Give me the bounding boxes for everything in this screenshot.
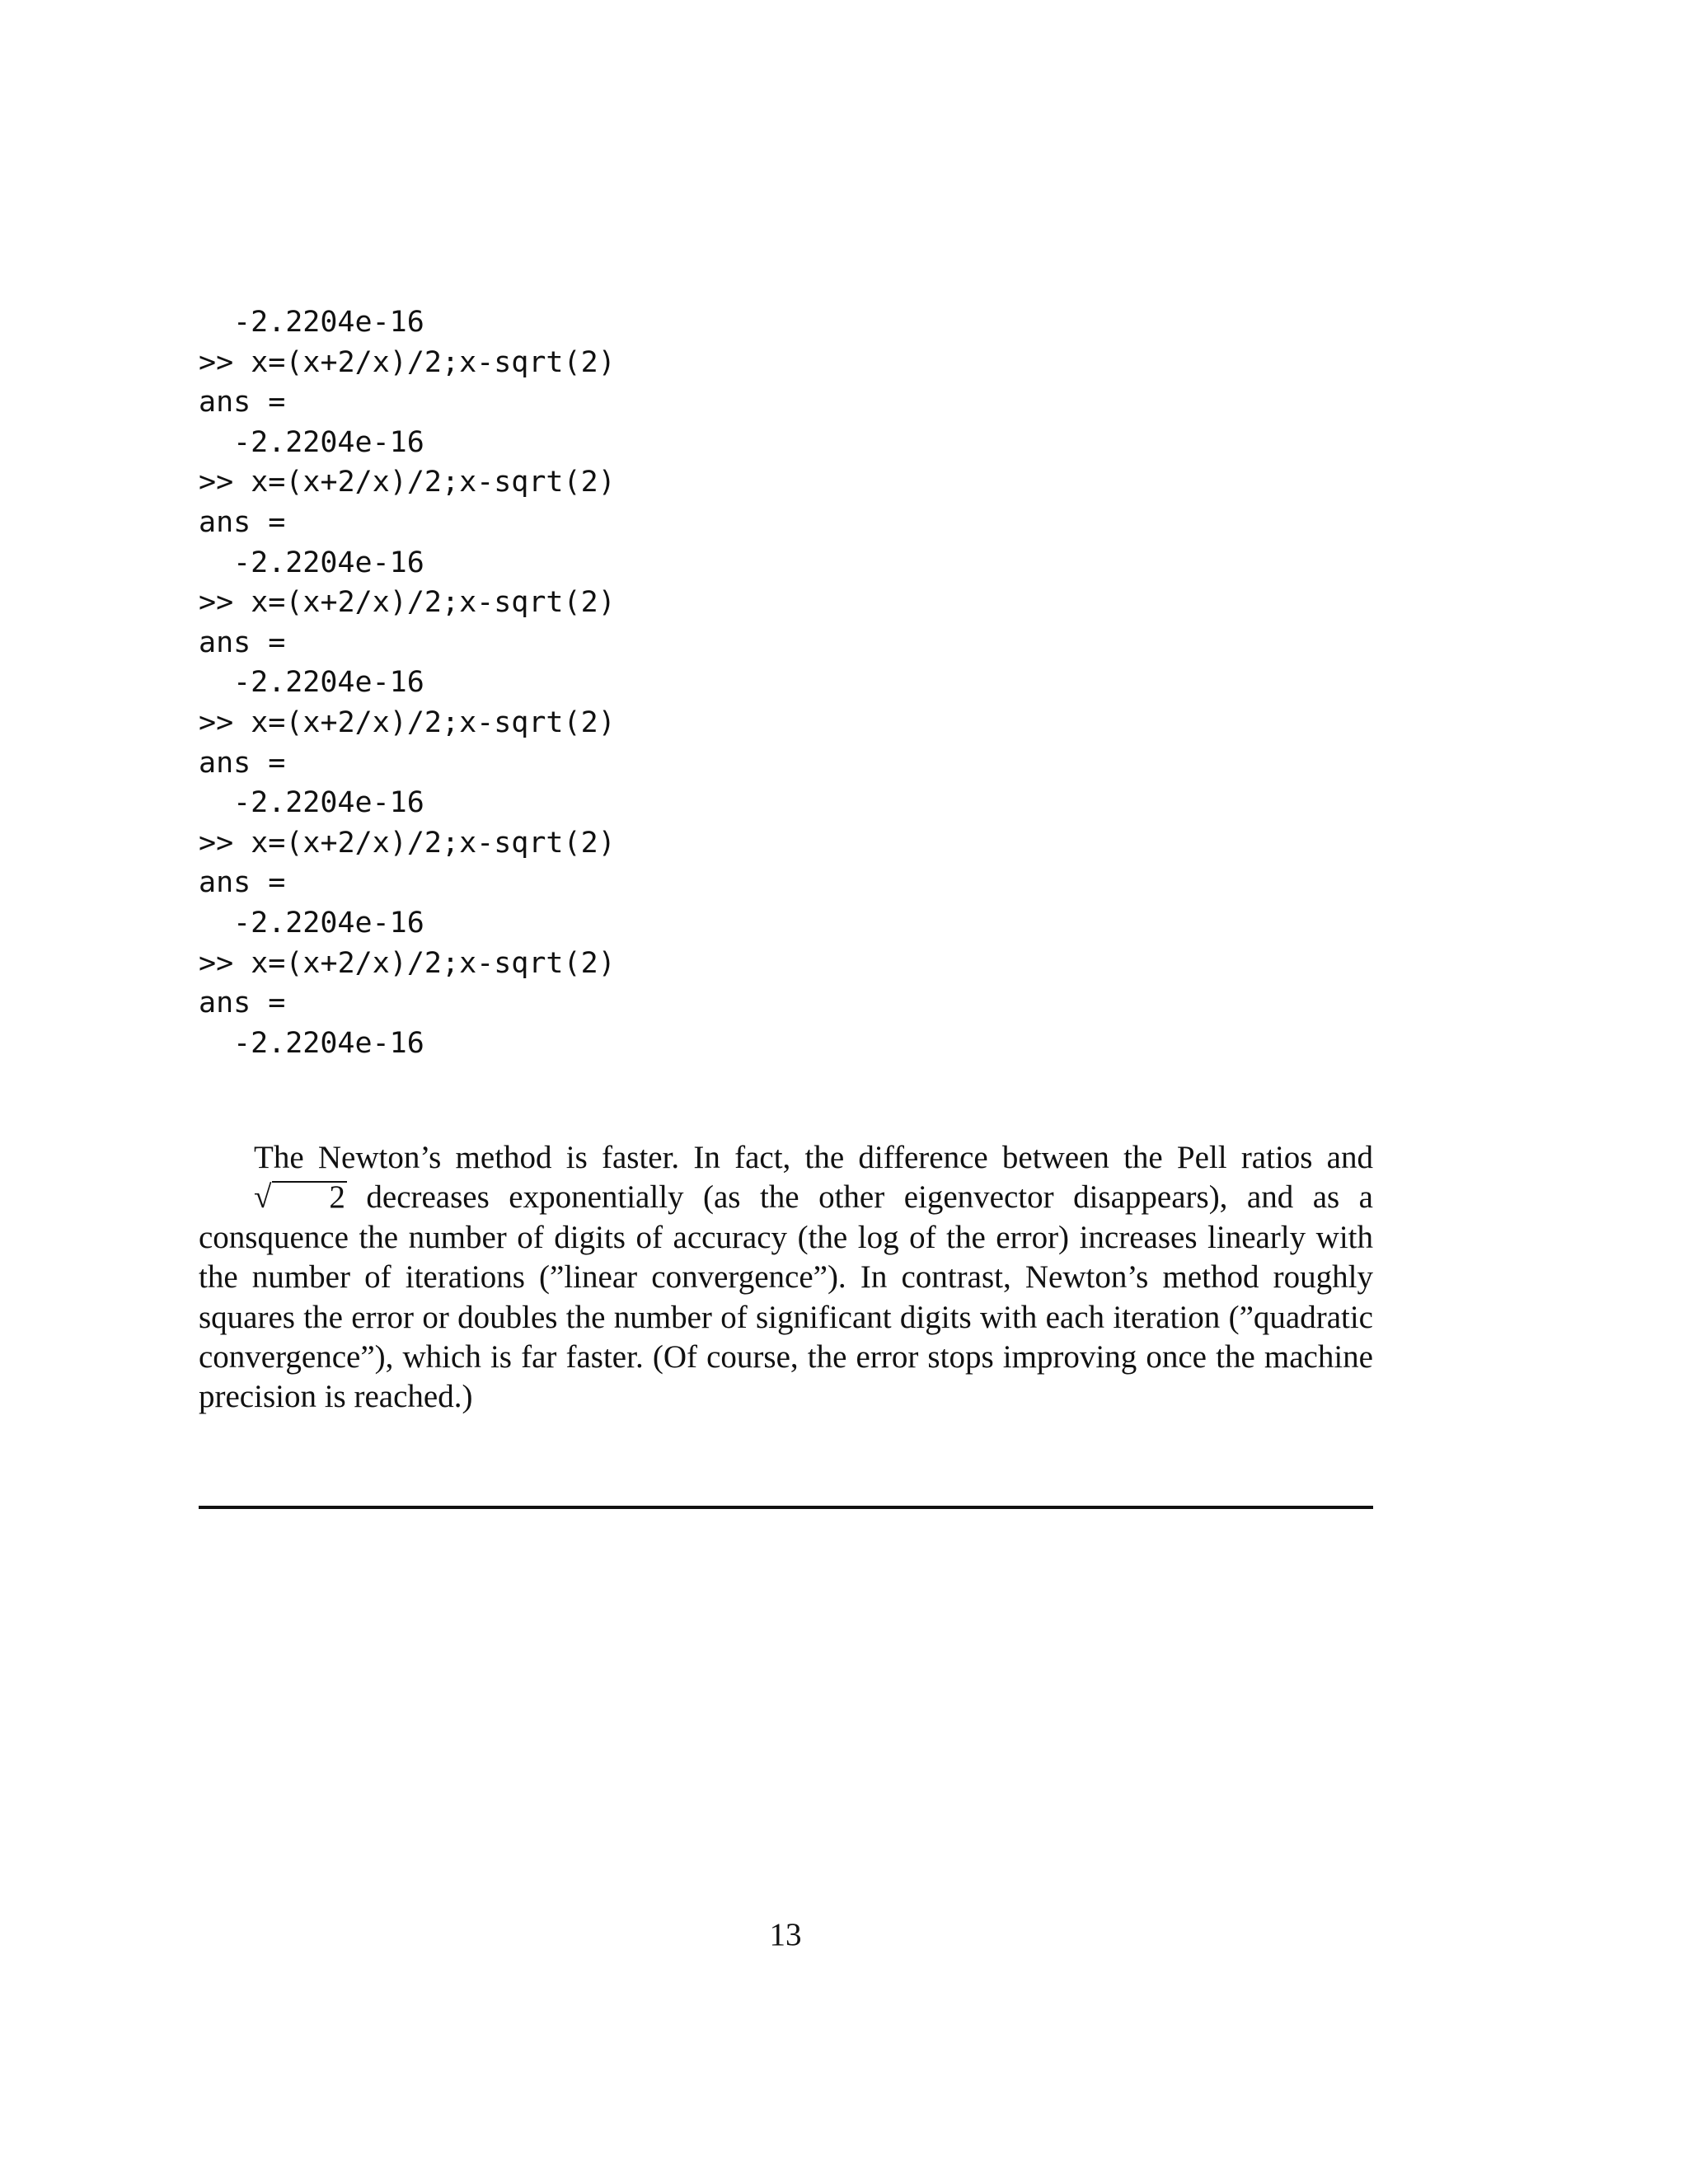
paragraph-text-before-sqrt: The Newton’s method is faster. In fact, the difference between the Pell ratios and	[254, 1140, 1373, 1175]
code-line: -2.2204e-16	[233, 546, 424, 579]
paragraph-text-after-sqrt: decreases exponentially (as the other eigenvector disappears), and as a consquence the number of digits of accuracy (the log of the error) increases linearly with the number of iterations (”linear convergence”). In contrast, Newton’s method roughly squares the error or doubles the number of significant digits with each iteration (”quadratic convergence”), which is far faster. (Of course, the error stops improving once the machine precision is reached.)	[199, 1179, 1373, 1415]
explanation-paragraph	[199, 1138, 1373, 1418]
code-line: -2.2204e-16	[233, 306, 424, 339]
code-line: >> x=(x+2/x)/2;x-sqrt(2)	[199, 946, 616, 980]
code-line: ans =	[199, 746, 286, 780]
radical-sign: √	[254, 1179, 272, 1216]
code-line: -2.2204e-16	[233, 425, 424, 459]
code-line: -2.2204e-16	[233, 1026, 424, 1060]
radicand: 2	[272, 1181, 347, 1212]
page-number: 13	[769, 1917, 802, 1952]
code-line: -2.2204e-16	[233, 786, 424, 820]
horizontal-rule	[199, 1506, 1373, 1509]
code-line: -2.2204e-16	[233, 906, 424, 940]
sqrt-two-expression	[199, 1179, 347, 1215]
code-line: ans =	[199, 987, 286, 1020]
code-line: >> x=(x+2/x)/2;x-sqrt(2)	[199, 586, 616, 620]
code-line: >> x=(x+2/x)/2;x-sqrt(2)	[199, 705, 616, 739]
code-line: >> x=(x+2/x)/2;x-sqrt(2)	[199, 826, 616, 860]
code-line: ans =	[199, 866, 286, 900]
code-line: ans =	[199, 386, 286, 419]
code-line: -2.2204e-16	[233, 666, 424, 700]
code-line: >> x=(x+2/x)/2;x-sqrt(2)	[199, 345, 616, 379]
code-line: ans =	[199, 505, 286, 539]
code-line: ans =	[199, 626, 286, 659]
matlab-code-listing	[199, 302, 1353, 1063]
code-line: >> x=(x+2/x)/2;x-sqrt(2)	[199, 466, 616, 499]
